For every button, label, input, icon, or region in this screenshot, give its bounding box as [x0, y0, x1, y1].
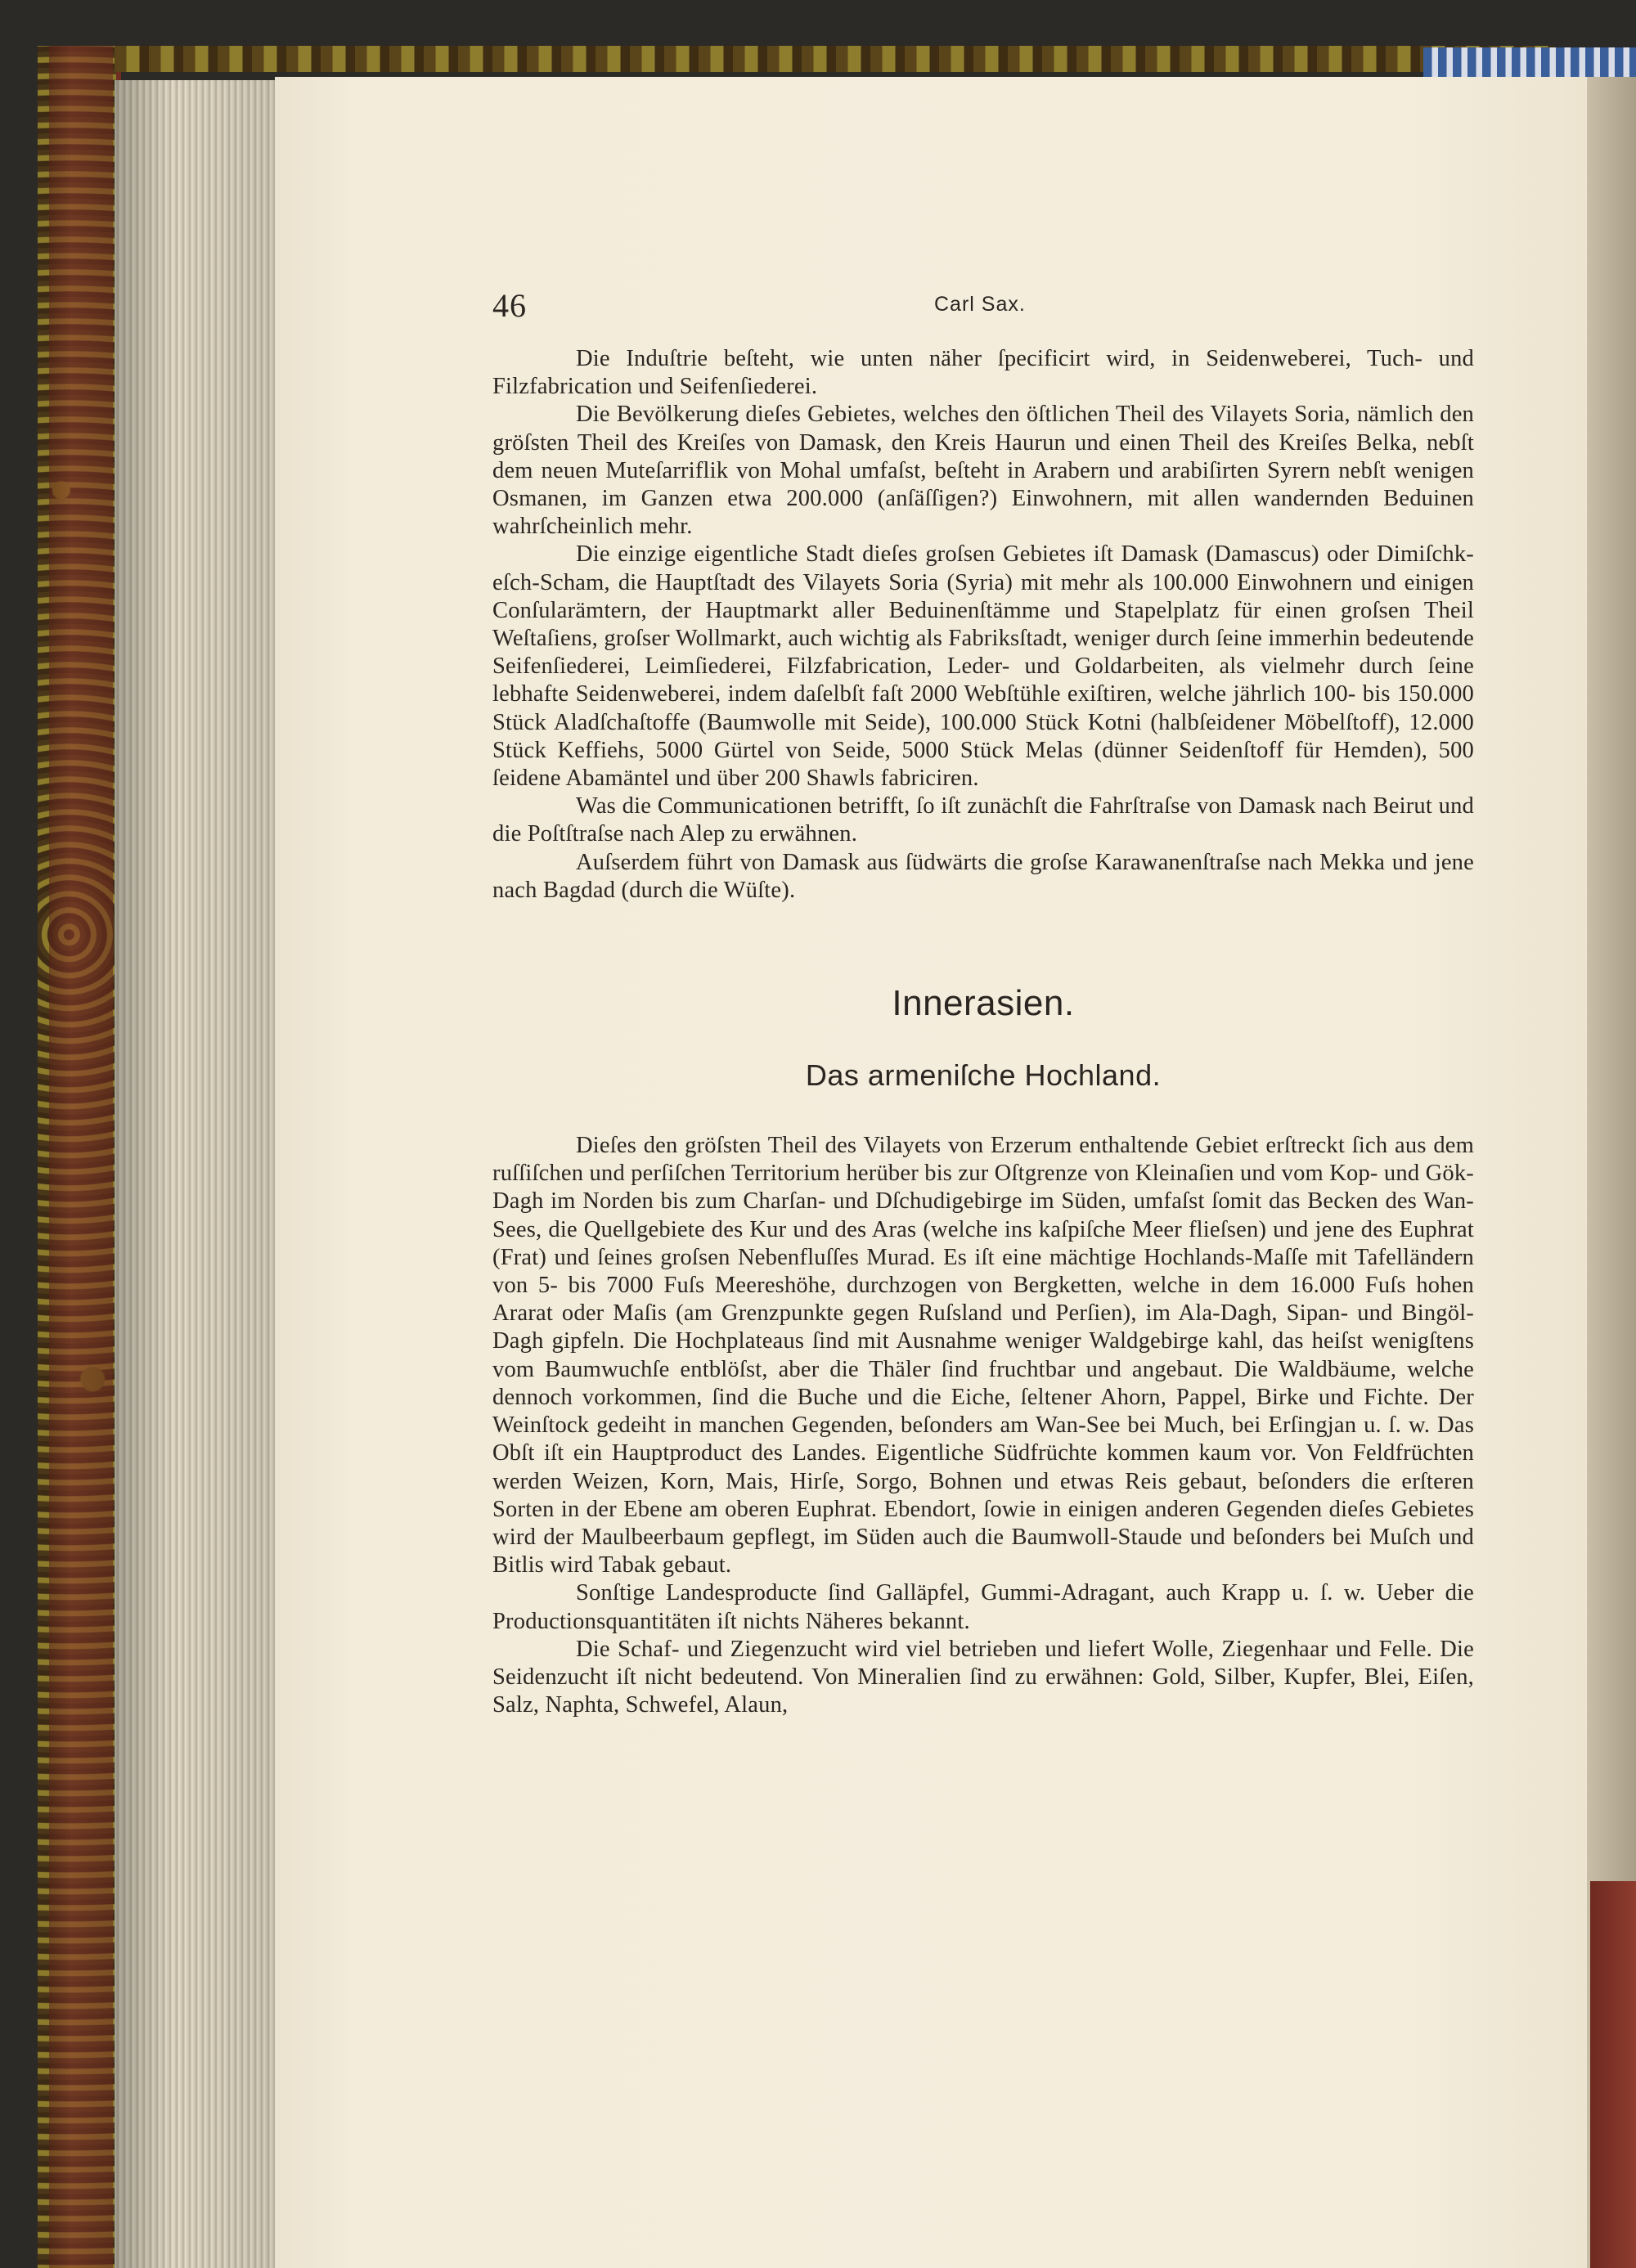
binding-corner: [1590, 1881, 1636, 2268]
paragraph: Die Bevölkerung dieſes Gebietes, welches den öſtlichen Theil des Vilayets Soria, nämlich den gröſsten Theil des Kreiſes von Damask, den Kreis Haurun und einen Theil des Kreiſes Belka, nebſt dem neuen Muteſarriflik von Mohal umfaſst, beſteht in Arabern und arabiſirten Syrern nebſt wenigen Osmanen, im Ganzen etwa 200.000 (anſäſſigen?) Einwohnern, mit allen wandernden Beduinen wahrſcheinlich mehr.: [492, 402, 1474, 540]
marbled-head-edge: [115, 46, 1554, 72]
subsection-heading: Das armeniſche Hochland.: [805, 1058, 1162, 1093]
spine-cloth: [49, 46, 113, 2268]
running-title: Carl Sax.: [934, 293, 1026, 316]
paragraph: Die Schaf- und Ziegenzucht wird viel betrieben und liefert Wolle, Ziegenhaar und Felle. Die Seidenzucht iſt nicht bedeutend. Von Mineralien ſind zu erwähnen: Gold, Silber, Kupfer, Blei, Eiſen, Salz, Naphta, Schwefel, Alaun,: [492, 1636, 1474, 1718]
paragraph: Sonſtige Landesproducte ſind Galläpfel, Gummi-Adragant, auch Krapp u. ſ. w. Ueber die Productionsquantitäten iſt nichts Näheres bekannt.: [492, 1580, 1474, 1634]
paragraph: Die Induſtrie beſteht, wie unten näher ſpecificirt wird, in Seidenweberei, Tuch- und Filzfabrication und Seifenſiederei.: [492, 346, 1474, 400]
paragraph: Dieſes den gröſsten Theil des Vilayets von Erzerum enthaltende Gebiet erſtreckt ſich aus dem ruſſiſchen und perſiſchen Territorium herüber bis zur Oſtgrenze von Kleinaſien und vom Kop- und Gök-Dagh im Norden bis zum Charſan- und Dſchudigebirge im Süden, umfaſst ſomit das Becken des Wan-Sees, die Quellgebiete des Kur und des Aras (welche ins kaſpiſche Meer flieſsen) und jene des Euphrat (Frat) und ſeines groſsen Nebenfluſſes Murad. Es iſt eine mächtige Hochlands-Maſſe mit Tafelländern von 5- bis 7000 Fuſs Meereshöhe, durchzogen von Bergketten, welche in dem 16.000 Fuſs hohen Ararat oder Maſis (am Grenzpunkte gegen Ruſsland und Perſien), im Ala-Dagh, Sipan- und Bingöl-Dagh gipfeln. Die Hochplateaus ſind mit Ausnahme weniger Waldgebirge kahl, das heiſst wenigſtens vom Baumwuchſe entblöſst, aber die Thäler ſind fruchtbar und angebaut. Die Waldbäume, welche dennoch vorkommen, ſind die Buche und die Eiche, ſeltener Ahorn, Pappel, Birke und Fichte. Der Weinſtock gedeiht in manchen Gegenden, beſonders am Wan-See bei Much, bei Erſingjan u. ſ. w. Das Obſt iſt ein Hauptproduct des Landes. Eigentliche Südfrüchte kommen kaum vor. Von Feldfrüchten werden Weizen, Korn, Mais, Hirſe, Sorgo, Bohnen und etwas Reis gebaut, beſonders die erſteren Sorten in der Ebene am oberen Euphrat. Ebendort, ſowie in einigen anderen Gegenden dieſes Gebietes wird der Maulbeerbaum gepflegt, im Süden auch die Baumwoll-Staude und beſonders bei Muſch und Bitlis wird Tabak gebaut.: [492, 1133, 1474, 1579]
running-head: [492, 286, 1474, 327]
bookmark-ribbon: [1423, 47, 1636, 80]
page-edges-shadow: [115, 80, 278, 2268]
paragraph: Die einzige eigentliche Stadt dieſes groſsen Gebietes iſt Damask (Damascus) oder Dimiſchk-eſch-Scham, die Hauptſtadt des Vilayets Soria (Syria) mit mehr als 100.000 Einwohnern und einigen Conſularämtern, der Hauptmarkt aller Beduinenſtämme und Stapelplatz für einen groſsen Theil Weſtaſiens, groſser Wollmarkt, auch wichtig als Fabriksſtadt, weniger durch ſeine immerhin bedeutende Seifenſiederei, Leimſiederei, Filzfabrication, Leder- und Goldarbeiten, als vielmehr durch ſeine lebhafte Seidenweberei, indem daſelbſt faſt 2000 Webſtühle exiſtiren, welche jährlich 100- bis 150.000 Stück Aladſchaſtoffe (Baumwolle mit Seide), 100.000 Stück Kotni (halbſeidener Möbelſtoff), 12.000 Stück Keffiehs, 5000 Gürtel von Seide, 5000 Stück Melas (dünner Seidenſtoff für Hemden), 500 ſeidene Abamäntel und über 200 Shawls fabriciren.: [492, 541, 1474, 792]
page-number: 46: [492, 287, 527, 324]
paragraph: Was die Communicationen betrifft, ſo iſt zunächſt die Fahrſtraſse von Damask nach Beirut und die Poſtſtraſse nach Alep zu erwähnen.: [492, 793, 1474, 847]
section-heading: Innerasien.: [892, 983, 1075, 1024]
page-content: [492, 286, 1474, 1719]
paragraph: Auſserdem führt von Damask aus ſüdwärts die groſse Karawanenſtraſse nach Mekka und jene nach Bagdad (durch die Wüſte).: [492, 849, 1474, 903]
